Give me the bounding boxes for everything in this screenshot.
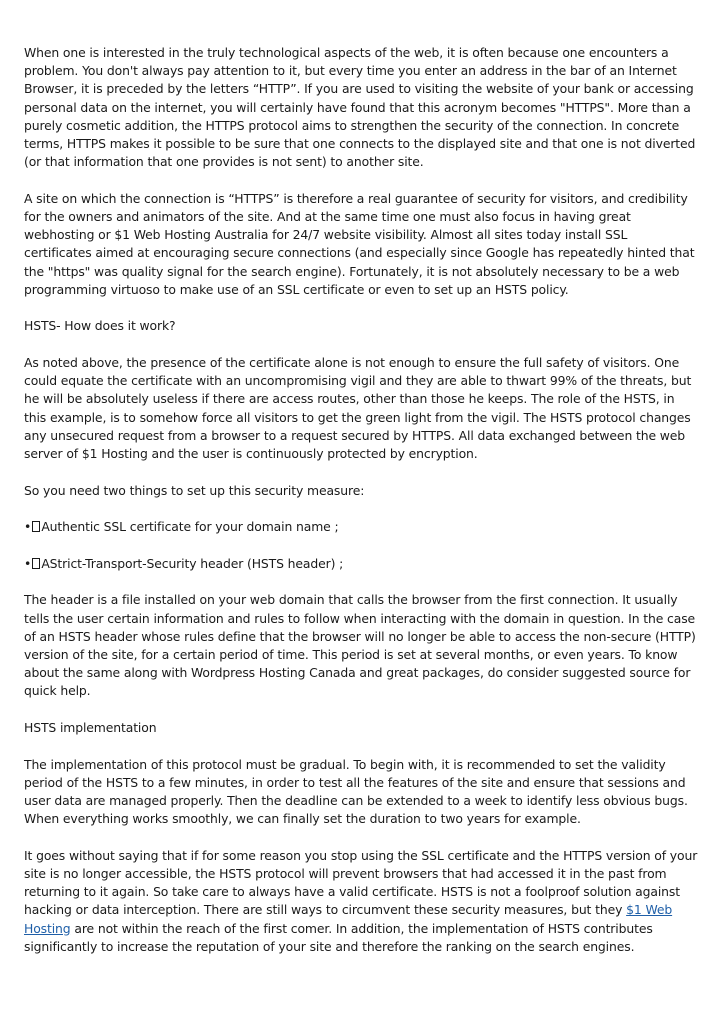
paragraph-text-before-link: It goes without saying that if for some reason you stop using the SSL certificate and the HTTPS version of your site is no longer accessible, the HSTS protocol will prevent browsers that had accessed it in the past from returning to it again. So take care to always have a valid certificate. HSTS is not a foolproof solution against hacking or data interception. There are still ways to circumvent these security measures, but they (24, 847, 698, 918)
paragraph-gradual-implementation: The implementation of this protocol must be gradual. To begin with, it is recommended to set the validity period of the HSTS to a few minutes, in order to test all the features of the site and ensure that sessions and user data are managed properly. Then the deadline can be extended to a week to identify less obvious bugs. When everything works smoothly, we can finally set the duration to two years for example. (24, 756, 688, 827)
paragraph-header-explanation: The header is a file installed on your web domain that calls the browser from the first connection. It usually tells the user certain information and rules to follow when interacting with the domain in question. In the case of an HSTS header whose rules define that the browser will no longer be able to access the non-secure (HTTP) version of the site, for a certain period of time. This period is set at several months, or even years. To know about the same along with Wordpress Hosting Canada and great packages, do consider suggested source for quick help. (24, 592, 696, 699)
paragraph-two-things: So you need two things to set up this security measure: (24, 482, 365, 498)
paragraph-https-guarantee: A site on which the connection is “HTTPS” is therefore a real guarantee of security for visitors, and credibility for the owners and animators of the site. And at the same time one must also focus in having great webhosting or $1 Web Hosting Australia for 24/7 website visibility. Almost all sites today install SSL certificates aimed at encouraging secure connections (and especially since Google has repeatedly hinted that the "https" was quality signal for the search engine). Fortunately, it is not absolutely necessary to be a web programming virtuoso to make use of an SSL certificate or even to set up an HSTS policy. (24, 190, 695, 297)
bullet-icon: • (24, 519, 32, 535)
bullet-item-hsts-header (24, 555, 698, 573)
bullet-letter: A (41, 555, 50, 571)
paragraph-certificate-vigil: As noted above, the presence of the certificate alone is not enough to ensure the full safety of visitors. One could equate the certificate with an uncompromising vigil and they are able to thwart 99% of the threats, but he will be absolutely useless if there are access routes, other than those he keeps. The role of the HSTS, in this example, is to somehow force all visitors to get the green light from the vigil. The HSTS protocol changes any unsecured request from a browser to a request secured by HTTPS. All data exchanged between the web server of $1 Hosting and the user is continuously protected by encryption. (24, 355, 692, 462)
heading-hsts-implementation: HSTS implementation (24, 720, 157, 736)
bullet-icon: • (24, 555, 32, 571)
bullet-text: Strict-Transport-Security header (HSTS header) ; (49, 555, 344, 571)
heading-how-hsts-works: HSTS- How does it work? (24, 318, 176, 334)
web-hosting-link[interactable]: $1 Web Hosting (24, 902, 673, 936)
missing-glyph-icon (32, 521, 40, 532)
bullet-item-ssl-certificate (24, 518, 698, 536)
paragraph-valid-certificate (24, 847, 698, 956)
paragraph-text-after-link: are not within the reach of the first comer. In addition, the implementation of HSTS contributes significantly to increase the reputation of your site and therefore the ranking on the search engines. (24, 920, 653, 954)
bullet-letter: A (41, 519, 50, 535)
missing-glyph-icon (32, 558, 40, 569)
bullet-text: uthentic SSL certificate for your domain name ; (49, 519, 339, 535)
paragraph-https-intro: When one is interested in the truly technological aspects of the web, it is often because one encounters a problem. You don't always pay attention to it, but every time you enter an address in the bar of an Internet Browser, it is preceded by the letters “HTTP”. If you are used to visiting the website of your bank or accessing personal data on the internet, you will certainly have found that this acronym becomes "HTTPS". More than a purely cosmetic addition, the HTTPS protocol aims to strengthen the security of the connection. In concrete terms, HTTPS makes it possible to be sure that one connects to the displayed site and that one is not diverted (or that information that one provides is not sent) to another site. (24, 45, 696, 170)
